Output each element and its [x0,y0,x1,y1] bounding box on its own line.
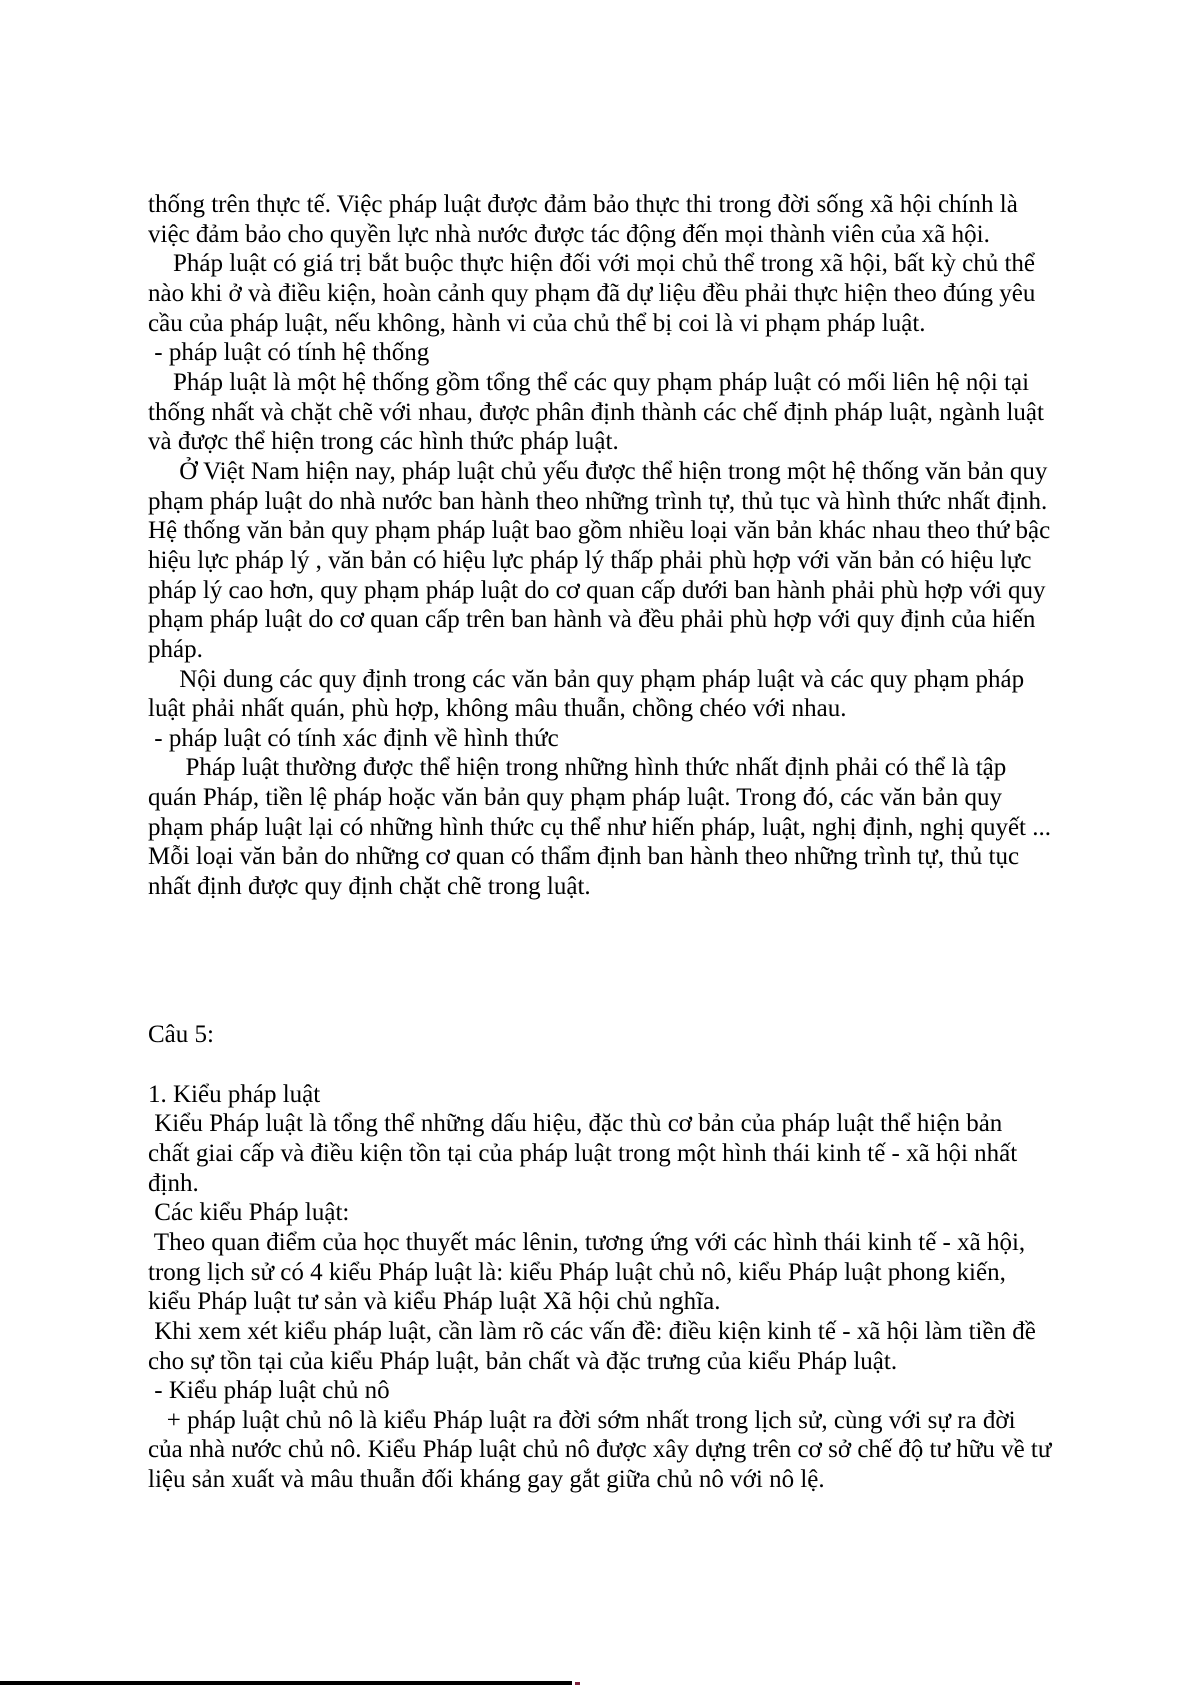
text-line: Ở Việt Nam hiện nay, pháp luật chủ yếu được thể hiện trong một hệ thống văn bản quy [148,457,1048,485]
text-line [148,931,1063,961]
text-line: Kiểu Pháp luật là tổng thể những dấu hiệu, đặc thù cơ bản của pháp luật thể hiện bản [148,1110,1003,1138]
text-line: - pháp luật có tính xác định về hình thức [148,724,559,752]
bottom-cutoff-bar [0,1681,572,1685]
text-line: thống nhất và chặt chẽ với nhau, được phân định thành các chế định pháp luật, ngành luật [148,398,1044,426]
text-line: và được thể hiện trong các hình thức pháp luật. [148,428,619,456]
text-line [148,902,1063,932]
text-line: nhất định được quy định chặt chẽ trong luật. [148,873,591,901]
text-line: thống trên thực tế. Việc pháp luật được đảm bảo thực thi trong đời sống xã hội chính là [148,191,1018,218]
text-line: việc đảm bảo cho quyền lực nhà nước được tác động đến mọi thành viên của xã hội. [148,220,990,248]
text-line: phạm pháp luật lại có những hình thức cụ thể như hiến pháp, luật, nghị định, nghị quyết ... [148,813,1051,841]
text-line: quán Pháp, tiền lệ pháp hoặc văn bản quy phạm pháp luật. Trong đó, các văn bản quy [148,784,1002,812]
text-line: kiểu Pháp luật tư sản và kiểu Pháp luật Xã hội chủ nghĩa. [148,1288,721,1316]
text-line: - pháp luật có tính hệ thống [148,339,430,367]
text-line: pháp. [148,635,203,663]
text-line: Pháp luật là một hệ thống gồm tổng thể các quy phạm pháp luật có mối liên hệ nội tại [148,368,1030,396]
text-line: liệu sản xuất và mâu thuẫn đối kháng gay gắt giữa chủ nô với nô lệ. [148,1466,825,1494]
text-line: + pháp luật chủ nô là kiểu Pháp luật ra đời sớm nhất trong lịch sử, cùng với sự ra đời [148,1406,1016,1434]
text-line: của nhà nước chủ nô. Kiểu Pháp luật chủ nô được xây dựng trên cơ sở chế độ tư hữu về tư [148,1436,1052,1464]
text-line: Hệ thống văn bản quy phạm pháp luật bao gồm nhiều loại văn bản khác nhau theo thứ bậc [148,517,1051,545]
text-line: 1. Kiểu pháp luật [148,1080,321,1108]
text-line: Nội dung các quy định trong các văn bản quy phạm pháp luật và các quy phạm pháp [148,665,1025,693]
text-line: Các kiểu Pháp luật: [148,1199,350,1227]
document-text [148,190,1063,1495]
text-line: cầu của pháp luật, nếu không, hành vi của chủ thể bị coi là vi phạm pháp luật. [148,309,926,337]
text-line: cho sự tồn tại của kiểu Pháp luật, bản chất và đặc trưng của kiểu Pháp luật. [148,1347,898,1375]
text-line: phạm pháp luật do nhà nước ban hành theo những trình tự, thủ tục và hình thức nhất định. [148,487,1048,515]
text-line: Theo quan điểm của học thuyết mác lênin, tương ứng với các hình thái kinh tế - xã hội, [148,1228,1026,1256]
text-line: pháp lý cao hơn, quy phạm pháp luật do cơ quan cấp dưới ban hành phải phù hợp với quy [148,576,1046,604]
text-line [148,1050,1063,1080]
text-line: hiệu lực pháp lý , văn bản có hiệu lực pháp lý thấp phải phù hợp với văn bản có hiệu lực [148,546,1032,574]
text-line [148,991,1063,1021]
text-line: trong lịch sử có 4 kiểu Pháp luật là: kiểu Pháp luật chủ nô, kiểu Pháp luật phong kiến, [148,1258,1006,1286]
text-line: Mỗi loại văn bản do những cơ quan có thẩm định ban hành theo những trình tự, thủ tục [148,843,1020,871]
text-line: Câu 5: [148,1021,214,1049]
text-line: nào khi ở và điều kiện, hoàn cảnh quy phạm đã dự liệu đều phải thực hiện theo đúng yêu [148,279,1036,307]
text-line: phạm pháp luật do cơ quan cấp trên ban hành và đều phải phù hợp với quy định của hiến [148,606,1036,634]
text-line: - Kiểu pháp luật chủ nô [148,1377,390,1405]
text-line: Pháp luật có giá trị bắt buộc thực hiện đối với mọi chủ thể trong xã hội, bất kỳ chủ thể [148,250,1035,278]
text-line: định. [148,1169,199,1197]
text-line [148,961,1063,991]
text-line: chất giai cấp và điều kiện tồn tại của pháp luật trong một hình thái kinh tế - xã hội nhất [148,1139,1018,1167]
text-line: Pháp luật thường được thể hiện trong những hình thức nhất định phải có thể là tập [148,754,1007,782]
text-line: luật phải nhất quán, phù hợp, không mâu thuẫn, chồng chéo với nhau. [148,695,847,723]
text-line: Khi xem xét kiểu pháp luật, cần làm rõ các vấn đề: điều kiện kinh tế - xã hội làm tiền đề [148,1317,1036,1345]
